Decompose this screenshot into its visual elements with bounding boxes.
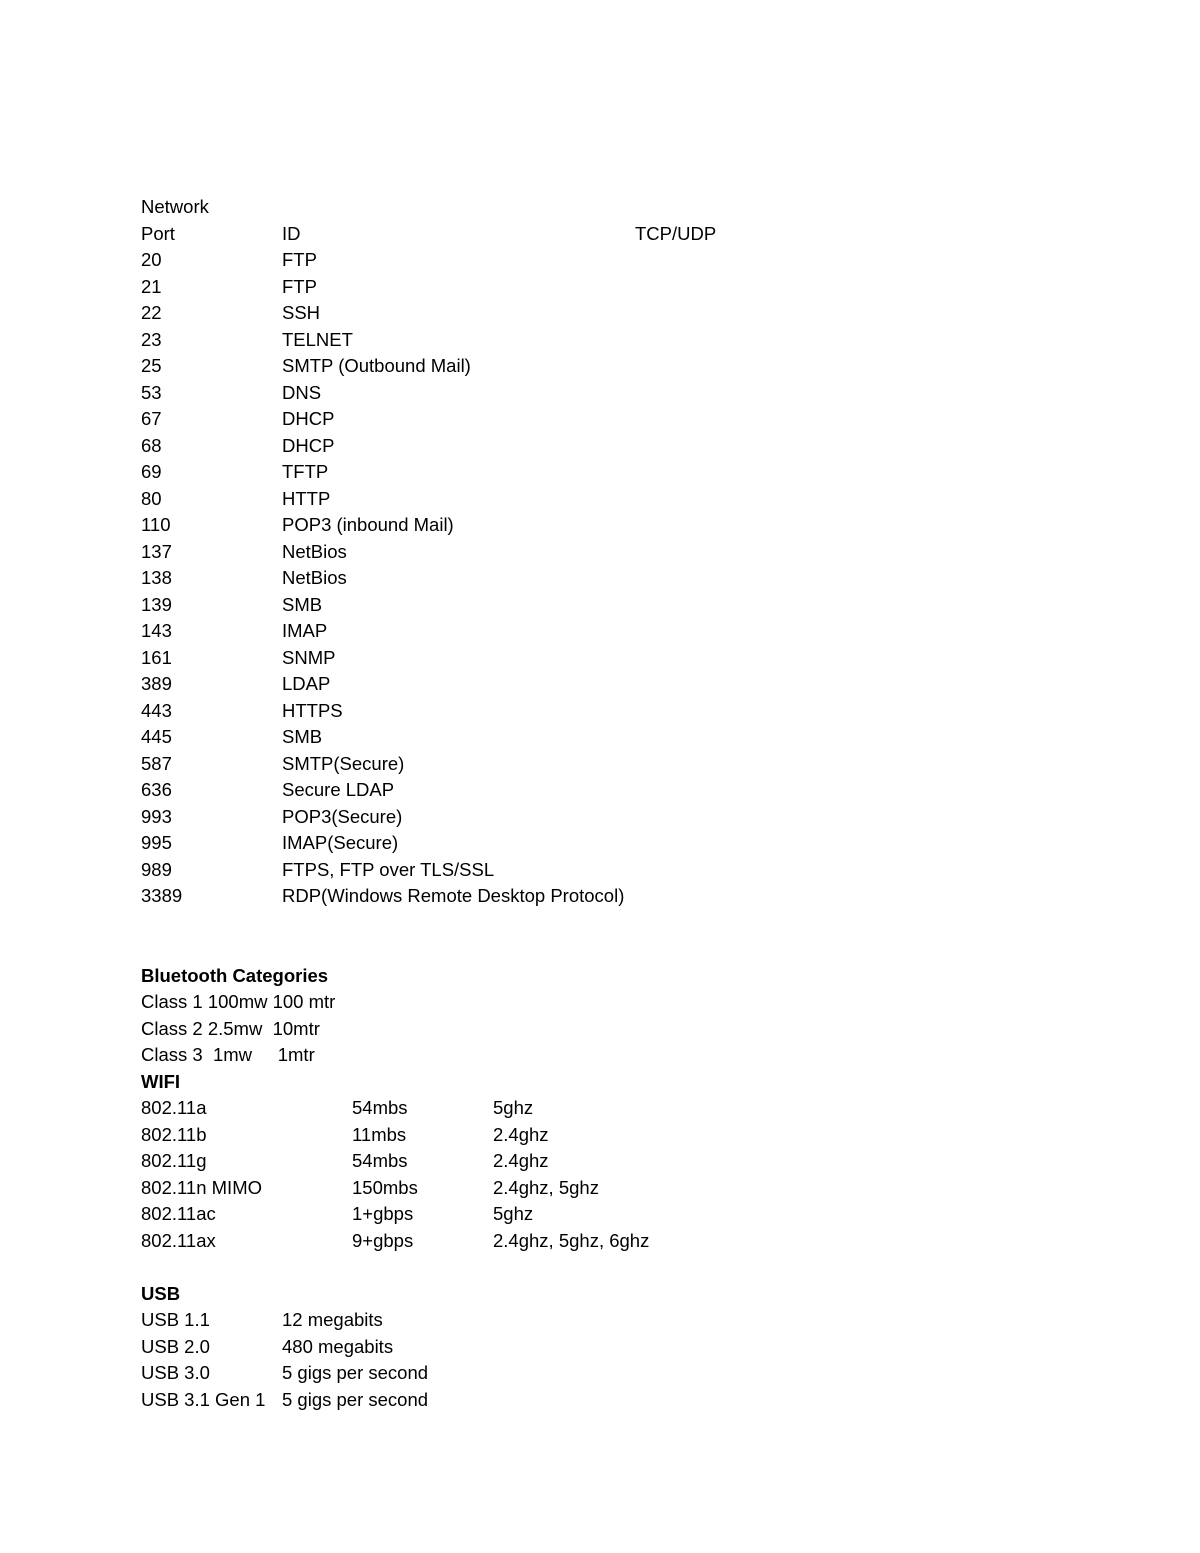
port-id: TELNET [282, 328, 353, 350]
wifi-row [141, 1122, 1101, 1149]
port-number: 22 [141, 302, 162, 323]
network-title: Network [141, 196, 209, 217]
wifi-row [141, 1228, 1101, 1255]
network-header-row [141, 221, 1101, 248]
usb-version: USB 3.1 Gen 1 [141, 1388, 266, 1410]
wifi-band: 2.4ghz [493, 1150, 549, 1171]
wifi-band: 2.4ghz, 5ghz, 6ghz [493, 1229, 650, 1251]
wifi-title: WIFI [141, 1070, 181, 1092]
port-id: SMB [282, 726, 323, 747]
wifi-row [141, 1095, 1101, 1122]
usb-row [141, 1387, 1101, 1414]
bluetooth-class-line: Class 3 1mw 1mtr [141, 1044, 315, 1065]
port-id: DHCP [282, 434, 335, 456]
wifi-speed: 11mbs [352, 1123, 407, 1145]
port-id: TFTP [282, 461, 329, 482]
usb-version: USB 1.1 [141, 1309, 210, 1330]
port-id: HTTPS [282, 699, 343, 721]
port-number: 110 [141, 514, 171, 535]
usb-speed: 5 gigs per second [282, 1362, 429, 1383]
port-row [141, 592, 1101, 619]
port-number: 137 [141, 540, 172, 562]
wifi-band: 5ghz [493, 1203, 534, 1224]
usb-version: USB 3.0 [141, 1362, 210, 1383]
port-row [141, 804, 1101, 831]
port-row [141, 486, 1101, 513]
port-row [141, 247, 1101, 274]
usb-version: USB 2.0 [141, 1335, 210, 1357]
port-id: SMTP(Secure) [282, 752, 405, 774]
port-number: 3389 [141, 885, 183, 906]
port-number: 138 [141, 567, 172, 588]
port-row [141, 353, 1101, 380]
port-row [141, 857, 1101, 884]
port-number: 443 [141, 699, 172, 721]
wifi-standard: 802.11b [141, 1123, 207, 1145]
port-id: HTTP [282, 487, 331, 509]
port-row [141, 883, 1101, 910]
port-id: IMAP(Secure) [282, 832, 399, 853]
spacer [141, 1254, 1101, 1281]
port-row [141, 459, 1101, 486]
port-number: 993 [141, 805, 172, 827]
port-number: 80 [141, 487, 162, 509]
wifi-standard: 802.11ax [141, 1229, 216, 1251]
port-number: 21 [141, 275, 162, 297]
wifi-row [141, 1175, 1101, 1202]
port-row [141, 327, 1101, 354]
port-id: NetBios [282, 540, 347, 562]
port-id: SMTP (Outbound Mail) [282, 355, 471, 376]
port-number: 139 [141, 593, 172, 615]
port-id: FTP [282, 249, 317, 270]
wifi-row [141, 1148, 1101, 1175]
port-number: 67 [141, 408, 162, 429]
port-row [141, 671, 1101, 698]
port-number: 25 [141, 355, 162, 376]
port-number: 989 [141, 858, 172, 880]
wifi-speed: 1+gbps [352, 1203, 414, 1224]
port-id: DNS [282, 381, 322, 403]
wifi-band: 2.4ghz [493, 1123, 549, 1145]
port-row [141, 751, 1101, 778]
port-number: 445 [141, 726, 172, 747]
port-row [141, 724, 1101, 751]
port-id: POP3(Secure) [282, 805, 403, 827]
port-row [141, 698, 1101, 725]
network-title-line [141, 194, 1101, 221]
port-number: 161 [141, 646, 172, 668]
port-row [141, 539, 1101, 566]
port-id: POP3 (inbound Mail) [282, 514, 454, 535]
port-number: 68 [141, 434, 162, 456]
bluetooth-class-line: Class 2 2.5mw 10mtr [141, 1017, 320, 1039]
port-id: Secure LDAP [282, 779, 395, 800]
port-number: 20 [141, 249, 162, 270]
port-row [141, 406, 1101, 433]
wifi-speed: 54mbs [352, 1097, 408, 1118]
usb-row [141, 1307, 1101, 1334]
usb-row [141, 1334, 1101, 1361]
port-row [141, 645, 1101, 672]
port-header: Port [141, 222, 175, 244]
port-number: 23 [141, 328, 162, 350]
port-id: DHCP [282, 408, 335, 429]
wifi-band: 2.4ghz, 5ghz [493, 1176, 599, 1198]
wifi-speed: 150mbs [352, 1176, 418, 1198]
port-id: SMB [282, 593, 323, 615]
wifi-standard: 802.11n MIMO [141, 1176, 262, 1198]
port-number: 143 [141, 620, 172, 641]
bluetooth-class-line: Class 1 100mw 100 mtr [141, 991, 336, 1012]
port-row [141, 274, 1101, 301]
port-row [141, 830, 1101, 857]
port-number: 636 [141, 779, 172, 800]
port-number: 69 [141, 461, 162, 482]
wifi-standard: 802.11a [141, 1097, 207, 1118]
wifi-row [141, 1201, 1101, 1228]
spacer [141, 936, 1101, 963]
port-number: 995 [141, 832, 172, 853]
port-id: RDP(Windows Remote Desktop Protocol) [282, 885, 625, 906]
wifi-band: 5ghz [493, 1097, 534, 1118]
port-id: FTP [282, 275, 317, 297]
port-id: IMAP [282, 620, 328, 641]
wifi-speed: 54mbs [352, 1150, 408, 1171]
port-id: SSH [282, 302, 321, 323]
port-row [141, 777, 1101, 804]
wifi-standard: 802.11ac [141, 1203, 216, 1224]
port-id: SNMP [282, 646, 336, 668]
bluetooth-title: Bluetooth Categories [141, 964, 329, 986]
port-number: 389 [141, 673, 172, 694]
wifi-standard: 802.11g [141, 1150, 207, 1171]
protocol-header: TCP/UDP [635, 222, 717, 244]
id-header: ID [282, 222, 301, 244]
port-number: 53 [141, 381, 162, 403]
port-id: NetBios [282, 567, 347, 588]
spacer [141, 910, 1101, 937]
network-rows [141, 247, 1101, 910]
port-row [141, 618, 1101, 645]
port-row [141, 300, 1101, 327]
port-row [141, 565, 1101, 592]
document-page [141, 194, 1101, 1413]
port-row [141, 512, 1101, 539]
usb-row [141, 1360, 1101, 1387]
usb-speed: 5 gigs per second [282, 1388, 429, 1410]
wifi-speed: 9+gbps [352, 1229, 414, 1251]
usb-speed: 480 megabits [282, 1335, 394, 1357]
usb-title: USB [141, 1282, 181, 1304]
port-row [141, 380, 1101, 407]
usb-speed: 12 megabits [282, 1309, 383, 1330]
port-id: LDAP [282, 673, 331, 694]
port-row [141, 433, 1101, 460]
port-id: FTPS, FTP over TLS/SSL [282, 858, 495, 880]
port-number: 587 [141, 752, 172, 774]
